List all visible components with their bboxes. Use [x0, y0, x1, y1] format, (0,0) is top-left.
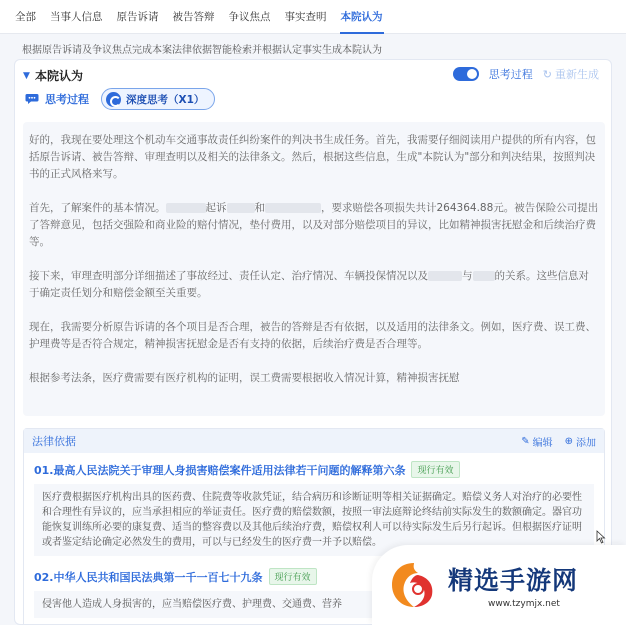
chevron-down-icon[interactable]: ▼: [23, 70, 30, 81]
panel-tools: [453, 66, 599, 82]
panel-title: 本院认为: [35, 69, 84, 83]
reasoning-paragraph: 根据参考法条，医疗费需要有医疗机构的证明，误工费需要根据收入情况计算，精神损害抚慰: [29, 372, 460, 384]
status-badge: 现行有效: [411, 461, 459, 478]
reasoning-text: 与: [462, 270, 473, 282]
add-button[interactable]: [565, 434, 596, 449]
tab-dispute-focus[interactable]: 争议焦点: [228, 11, 271, 23]
redacted-text: [227, 203, 255, 213]
add-icon: ⊕: [564, 435, 573, 447]
think-process-header: [25, 88, 215, 110]
law-item-header: [24, 453, 604, 482]
deep-think-label: 深度思考（X1）: [126, 93, 205, 106]
legal-basis-title: 法律依据: [32, 435, 76, 448]
redacted-text: [265, 203, 321, 213]
reasoning-paragraph: [29, 200, 599, 251]
redacted-text: [166, 203, 206, 213]
reasoning-text: ，要求赔偿各项损失共计264364.88元。被告保险公司提出了答辩意见，包括交强险和商业险的赔付情况，垫付费用，以及对部分赔偿项目的异议，比如精神损害抚慰金和后续治疗费等。: [29, 202, 599, 248]
reasoning-text: 的关系。这些信息对于确定责任划分和赔偿金额至关重要。: [29, 270, 589, 299]
edit-icon: ✎: [521, 435, 530, 447]
tab-bar: [0, 0, 626, 34]
reasoning-text: 和: [254, 202, 265, 214]
tab-all[interactable]: 全部: [15, 11, 36, 23]
reasoning-paragraph: [29, 268, 599, 302]
reasoning-text: 接下来，审理查明部分详细描述了事故经过、责任认定、治疗情况、车辆投保情况以及: [29, 270, 428, 282]
legal-basis-tools: [521, 434, 596, 449]
redacted-text: [428, 271, 462, 281]
page-subtitle: 根据原告诉请及争议焦点完成本案法律依据智能检索并根据认定事实生成本院认为: [22, 45, 382, 56]
law-item-body: 医疗费根据医疗机构出具的医药费、住院费等收款凭证，结合病历和诊断证明等相关证据确定。赔偿义务人对治疗的必要性和合理性有异议的，应当承担相应的举证责任。医疗费的赔偿数额，按照一审法庭辩论终结前实际发生的数额确定。器官功能恢复训练所必要的康复费、适当的整容费以及其他后续治疗费，赔偿权利人可以待实际发生后另行起诉。但根据医疗证明或者鉴定结论确定必然发生的费用，可以与已经发生的医疗费一并予以赔偿。: [34, 484, 594, 556]
think-process-title: 思考过程: [45, 93, 89, 106]
law-item-body: 侵害他人造成人身损害的，应当赔偿医疗费、护理费、交通费、营养: [34, 591, 594, 618]
think-process-toggle[interactable]: [453, 67, 479, 81]
deep-think-button[interactable]: [101, 88, 215, 110]
edit-label: 编辑: [532, 437, 553, 449]
think-toggle-label: 思考过程: [488, 68, 533, 81]
redacted-text: [473, 271, 495, 281]
reasoning-paragraph: 好的，我现在要处理这个机动车交通事故责任纠纷案件的判决书生成任务。首先，我需要仔细阅读用户提供的所有内容，包括原告诉请、被告答辩、审理查明以及相关的法律条文。然后，根据这些信息，生成"本院认为"部分和判决结果，按照判决书的正式风格来写。: [29, 134, 596, 180]
panel-header[interactable]: [23, 67, 83, 84]
tab-plaintiff-claims[interactable]: 原告诉请: [116, 11, 159, 23]
tab-facts-found[interactable]: 事实查明: [284, 11, 327, 23]
deep-think-logo-icon: [106, 92, 121, 107]
refresh-icon: ↻: [542, 67, 552, 81]
add-label: 添加: [576, 437, 596, 449]
tab-party-info[interactable]: 当事人信息: [50, 11, 103, 23]
law-item-title[interactable]: 02.中华人民共和国民法典第一千一百七十九条: [34, 570, 263, 584]
site-logo-icon: [388, 559, 440, 611]
edit-button[interactable]: [521, 434, 552, 449]
chat-bubble-icon: [25, 93, 39, 105]
reasoning-text: 首先，了解案件的基本情况。: [29, 202, 166, 214]
reasoning-text: 起诉: [205, 202, 227, 214]
tab-court-opinion[interactable]: 本院认为: [334, 9, 390, 33]
court-opinion-panel: [14, 59, 612, 625]
status-badge: 现行有效: [269, 568, 317, 585]
reasoning-text-box: [23, 122, 605, 416]
mouse-cursor-icon: [596, 530, 606, 544]
regenerate-label: 重新生成: [555, 68, 599, 81]
site-watermark: [372, 545, 626, 625]
site-url: www.tzymjx.net: [488, 599, 560, 609]
reasoning-paragraph: 现在，我需要分析原告诉请的各个项目是否合理，被告的答辩是否有依据，以及适用的法律条文。例如，医疗费、误工费、护理费等是否符合规定，精神损害抚慰金是否有支持的依据，后续治疗费是否合理等。: [29, 321, 596, 350]
tab-defendant-reply[interactable]: 被告答辩: [172, 11, 215, 23]
regenerate-button[interactable]: [543, 66, 599, 82]
legal-basis-header: [24, 429, 604, 453]
law-item-title[interactable]: 01.最高人民法院关于审理人身损害赔偿案件适用法律若干问题的解释第六条: [34, 463, 406, 477]
site-name: 精选手游网: [448, 566, 579, 595]
